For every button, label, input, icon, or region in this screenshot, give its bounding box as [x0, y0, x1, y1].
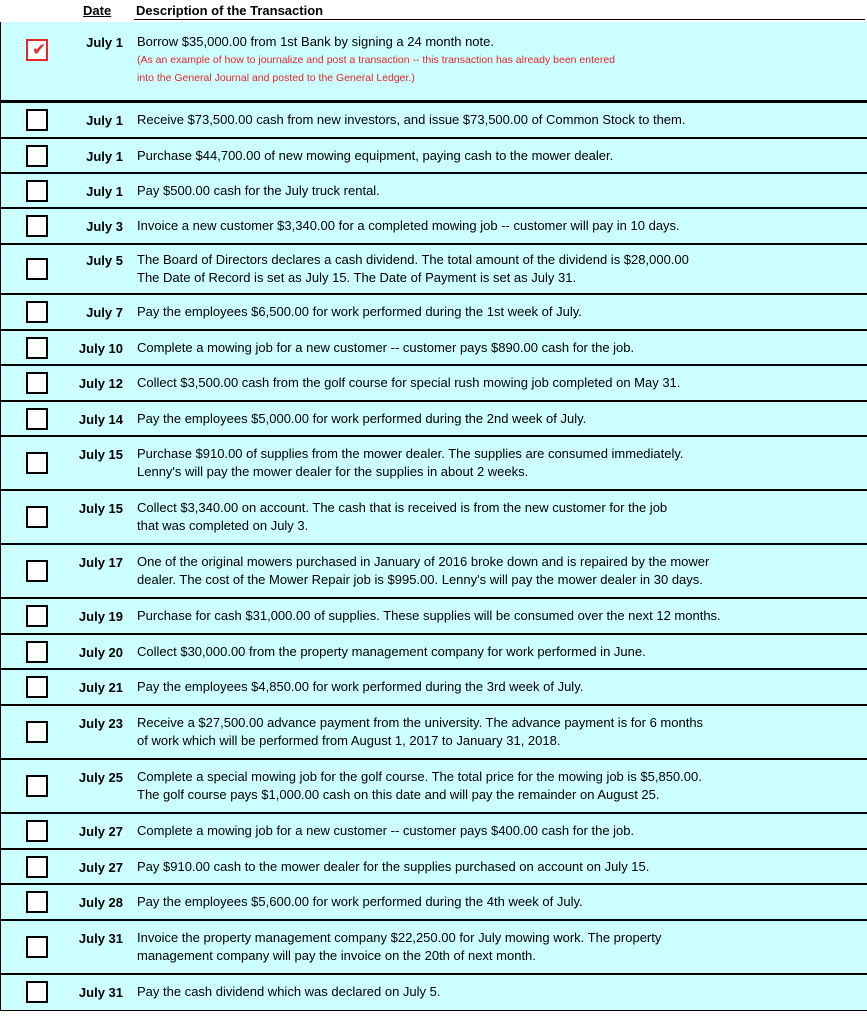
- transaction-description: [137, 607, 837, 625]
- transaction-checkbox[interactable]: [26, 775, 48, 797]
- transaction-description: [137, 445, 837, 481]
- transaction-date: July 14: [78, 412, 123, 427]
- transaction-date: July 15: [78, 447, 123, 462]
- transaction-date: July 31: [78, 985, 123, 1000]
- date-column-header: Date: [83, 3, 112, 18]
- transaction-row: [1, 402, 867, 437]
- transaction-checkbox[interactable]: [26, 506, 48, 528]
- transaction-description: [137, 499, 837, 535]
- description-line: Pay the employees $4,850.00 for work performed during the 3rd week of July.: [137, 679, 584, 694]
- transaction-date: July 1: [86, 184, 123, 199]
- transaction-checkbox[interactable]: [26, 145, 48, 167]
- transaction-checkbox[interactable]: [26, 180, 48, 202]
- transaction-checkbox[interactable]: [26, 337, 48, 359]
- transaction-row: [1, 103, 867, 139]
- transaction-row: [1, 599, 867, 635]
- transaction-description: [137, 858, 837, 876]
- transaction-checkbox[interactable]: [26, 856, 48, 878]
- transaction-description: [137, 147, 837, 165]
- description-line: Pay the cash dividend which was declared on July 5.: [137, 984, 441, 999]
- transaction-row: [1, 814, 867, 850]
- transaction-date: July 3: [86, 219, 123, 234]
- transaction-date: July 1: [86, 113, 123, 128]
- transaction-description: [137, 410, 837, 428]
- transaction-date: July 17: [78, 555, 123, 570]
- transaction-checkbox[interactable]: [26, 641, 48, 663]
- transaction-checkbox[interactable]: [26, 936, 48, 958]
- transaction-description: [137, 929, 837, 965]
- description-line: of work which will be performed from August 1, 2017 to January 31, 2018.: [137, 733, 561, 748]
- transaction-date: July 1: [86, 149, 123, 164]
- description-line: Pay $910.00 cash to the mower dealer for the supplies purchased on account on July 15.: [137, 859, 650, 874]
- description-line: Purchase $910.00 of supplies from the mower dealer. The supplies are consumed immediately.: [137, 446, 684, 461]
- transaction-list: [0, 22, 867, 1011]
- description-line: Collect $3,500.00 cash from the golf course for special rush mowing job completed on May 31.: [137, 375, 681, 390]
- transaction-row: [1, 331, 867, 366]
- transaction-description: [137, 822, 837, 840]
- transaction-date: July 10: [78, 341, 123, 356]
- transaction-row: [1, 491, 867, 545]
- transaction-description: [137, 768, 837, 804]
- description-line: Borrow $35,000.00 from 1st Bank by signing a 24 month note.: [137, 34, 494, 49]
- transaction-description: [137, 182, 837, 200]
- description-line: Purchase for cash $31,000.00 of supplies. These supplies will be consumed over the next 12 months.: [137, 608, 721, 623]
- transaction-description: [137, 111, 837, 129]
- table-header: [0, 0, 867, 22]
- transaction-description: [137, 643, 837, 661]
- transaction-row: [1, 635, 867, 670]
- transaction-date: July 12: [78, 376, 123, 391]
- example-note-line: (As an example of how to journalize and post a transaction -- this transaction has already been entered: [137, 54, 616, 66]
- transaction-row: [1, 295, 867, 331]
- transaction-checkbox[interactable]: [26, 109, 48, 131]
- transaction-description: [137, 33, 837, 87]
- description-line: that was completed on July 3.: [137, 518, 309, 533]
- transaction-description: [137, 553, 837, 589]
- transaction-description: [137, 893, 837, 911]
- transaction-checkbox[interactable]: [26, 605, 48, 627]
- transaction-row: [1, 850, 867, 885]
- transaction-date: July 5: [86, 253, 123, 268]
- description-line: Pay the employees $6,500.00 for work performed during the 1st week of July.: [137, 304, 582, 319]
- transaction-checkbox[interactable]: [26, 981, 48, 1003]
- transaction-row: [1, 885, 867, 921]
- description-line: One of the original mowers purchased in January of 2016 broke down and is repaired by the mower: [137, 554, 710, 569]
- description-line: The Date of Record is set as July 15. The Date of Payment is set as July 31.: [137, 270, 577, 285]
- transaction-row: [1, 22, 867, 103]
- transaction-checkbox[interactable]: [26, 891, 48, 913]
- description-line: Pay $500.00 cash for the July truck rental.: [137, 183, 380, 198]
- transaction-date: July 20: [78, 645, 123, 660]
- transaction-description: [137, 251, 837, 287]
- transaction-description: [137, 339, 837, 357]
- transaction-date: July 7: [86, 305, 123, 320]
- example-note-line: into the General Journal and posted to the General Ledger.): [137, 72, 415, 84]
- transaction-checkbox[interactable]: [26, 676, 48, 698]
- description-line: Pay the employees $5,600.00 for work performed during the 4th week of July.: [137, 894, 583, 909]
- transaction-date: July 27: [78, 824, 123, 839]
- header-underline: [134, 19, 865, 20]
- transaction-checkbox[interactable]: [26, 408, 48, 430]
- transaction-checkbox[interactable]: [26, 39, 48, 61]
- transaction-date: July 31: [78, 931, 123, 946]
- transaction-date: July 1: [86, 35, 123, 50]
- transaction-row: [1, 760, 867, 814]
- transaction-description: [137, 374, 837, 392]
- transaction-date: July 25: [78, 770, 123, 785]
- transaction-checkbox[interactable]: [26, 721, 48, 743]
- transaction-row: [1, 921, 867, 975]
- transaction-checkbox[interactable]: [26, 560, 48, 582]
- transaction-checkbox[interactable]: [26, 372, 48, 394]
- transaction-description: [137, 217, 837, 235]
- description-line: dealer. The cost of the Mower Repair job is $995.00. Lenny's will pay the mower dealer in 30 days.: [137, 572, 703, 587]
- transaction-checkbox[interactable]: [26, 820, 48, 842]
- description-line: Invoice a new customer $3,340.00 for a completed mowing job -- customer will pay in 10 days.: [137, 218, 680, 233]
- description-line: Collect $30,000.00 from the property management company for work performed in June.: [137, 644, 646, 659]
- description-line: Receive a $27,500.00 advance payment from the university. The advance payment is for 6 months: [137, 715, 704, 730]
- transaction-row: [1, 366, 867, 402]
- description-line: Purchase $44,700.00 of new mowing equipment, paying cash to the mower dealer.: [137, 148, 614, 163]
- transaction-row: [1, 209, 867, 245]
- description-line: Complete a mowing job for a new customer -- customer pays $890.00 cash for the job.: [137, 340, 635, 355]
- transaction-row: [1, 139, 867, 174]
- transaction-description: [137, 678, 837, 696]
- transaction-row: [1, 975, 867, 1011]
- transaction-date: July 19: [78, 609, 123, 624]
- description-line: management company will pay the invoice on the 20th of next month.: [137, 948, 536, 963]
- transaction-date: July 23: [78, 716, 123, 731]
- transaction-checkbox[interactable]: [26, 215, 48, 237]
- transaction-checkbox[interactable]: [26, 452, 48, 474]
- transaction-description: [137, 714, 837, 750]
- description-line: Complete a special mowing job for the golf course. The total price for the mowing job is $5,850.00.: [137, 769, 702, 784]
- transaction-row: [1, 545, 867, 599]
- description-column-header: Description of the Transaction: [136, 3, 324, 18]
- transaction-description: [137, 983, 837, 1001]
- transaction-row: [1, 670, 867, 706]
- description-line: Collect $3,340.00 on account. The cash that is received is from the new customer for the job: [137, 500, 668, 515]
- transaction-checkbox[interactable]: [26, 301, 48, 323]
- transaction-date: July 27: [78, 860, 123, 875]
- description-line: Receive $73,500.00 cash from new investors, and issue $73,500.00 of Common Stock to them.: [137, 112, 686, 127]
- transaction-row: [1, 706, 867, 760]
- description-line: The Board of Directors declares a cash dividend. The total amount of the dividend is $28,000.00: [137, 252, 689, 267]
- description-line: Lenny's will pay the mower dealer for the supplies in about 2 weeks.: [137, 464, 529, 479]
- description-line: Complete a mowing job for a new customer -- customer pays $400.00 cash for the job.: [137, 823, 635, 838]
- transaction-date: July 21: [78, 680, 123, 695]
- checkmark-icon: ✔: [32, 40, 47, 60]
- transaction-date: July 28: [78, 895, 123, 910]
- transaction-row: [1, 245, 867, 295]
- description-line: Pay the employees $5,000.00 for work performed during the 2nd week of July.: [137, 411, 587, 426]
- transaction-checkbox[interactable]: [26, 258, 48, 280]
- description-line: The golf course pays $1,000.00 cash on this date and will pay the remainder on August 25.: [137, 787, 660, 802]
- description-line: Invoice the property management company $22,250.00 for July mowing work. The property: [137, 930, 662, 945]
- transaction-description: [137, 303, 837, 321]
- transaction-row: [1, 437, 867, 491]
- transaction-row: [1, 174, 867, 209]
- transaction-date: July 15: [78, 501, 123, 516]
